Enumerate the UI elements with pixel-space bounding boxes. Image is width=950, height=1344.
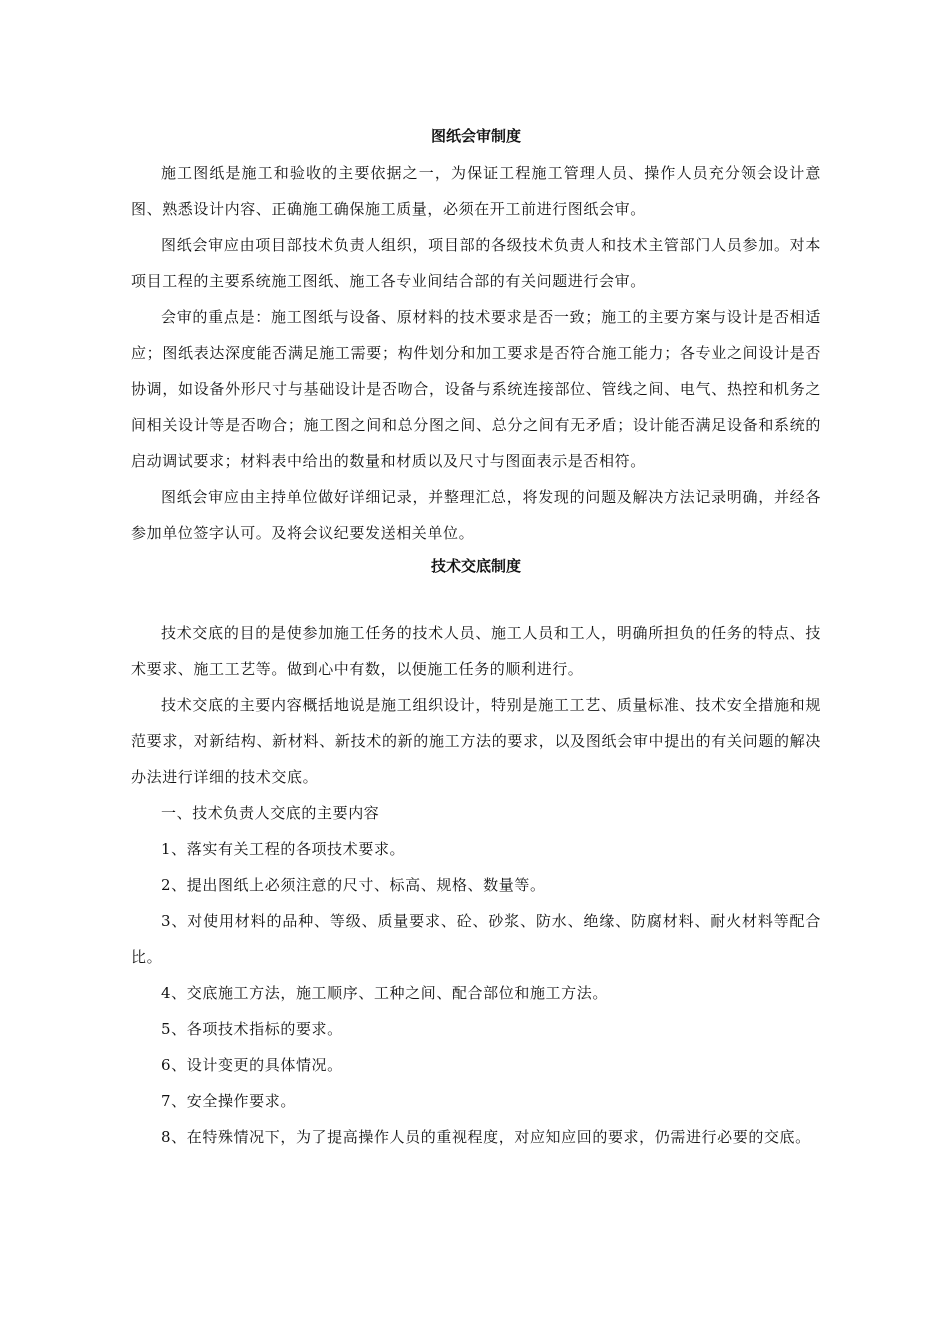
list-item: 3、对使用材料的品种、等级、质量要求、砼、砂浆、防水、绝缘、防腐材料、耐火材料等配合比。 [131,912,821,966]
list-item: 2、提出图纸上必须注意的尺寸、标高、规格、数量等。 [161,876,546,894]
document-body [131,121,821,1155]
paragraph: 会审的重点是：施工图纸与设备、原材料的技术要求是否一致；施工的主要方案与设计是否相适应；图纸表达深度能否满足施工需要；构件划分和加工要求是否符合施工能力；各专业之间设计是否协调，如设备外形尺寸与基础设计是否吻合，设备与系统连接部位、管线之间、电气、热控和机务之间相关设计等是否吻合；施工图之间和总分图之间、总分之间有无矛盾；设计能否满足设备和系统的启动调试要求；材料表中给出的数量和材质以及尺寸与图面表示是否相符。 [131,308,821,470]
list-item: 8、在特殊情况下，为了提高操作人员的重视程度，对应知应回的要求，仍需进行必要的交底。 [161,1128,811,1146]
list-item: 1、落实有关工程的各项技术要求。 [161,840,406,858]
paragraph: 施工图纸是施工和验收的主要依据之一，为保证工程施工管理人员、操作人员充分领会设计意图、熟悉设计内容、正确施工确保施工质量，必须在开工前进行图纸会审。 [131,164,821,218]
list-item: 4、交底施工方法，施工顺序、工种之间、配合部位和施工方法。 [161,984,608,1002]
paragraph: 技术交底的目的是使参加施工任务的技术人员、施工人员和工人，明确所担负的任务的特点、技术要求、施工工艺等。做到心中有数，以便施工任务的顺利进行。 [131,624,821,678]
list-item: 7、安全操作要求。 [161,1092,296,1110]
paragraph: 技术交底的主要内容概括地说是施工组织设计，特别是施工工艺、质量标准、技术安全措施和规范要求，对新结构、新材料、新技术的新的施工方法的要求，以及图纸会审中提出的有关问题的解决办法进行详细的技术交底。 [131,696,821,786]
list-item: 6、设计变更的具体情况。 [161,1056,343,1074]
paragraph: 图纸会审应由项目部技术负责人组织，项目部的各级技术负责人和技术主管部门人员参加。对本项目工程的主要系统施工图纸、施工各专业间结合部的有关问题进行会审。 [131,236,821,290]
paragraph: 图纸会审应由主持单位做好详细记录，并整理汇总，将发现的问题及解决方法记录明确，并经各参加单位签字认可。及将会议纪要发送相关单位。 [131,488,821,542]
subheading: 一、技术负责人交底的主要内容 [161,804,380,822]
section-title-technical-briefing: 技术交底制度 [430,557,521,575]
section-title-drawing-review: 图纸会审制度 [430,127,521,145]
blank-line [131,581,821,615]
list-item: 5、各项技术指标的要求。 [161,1020,343,1038]
